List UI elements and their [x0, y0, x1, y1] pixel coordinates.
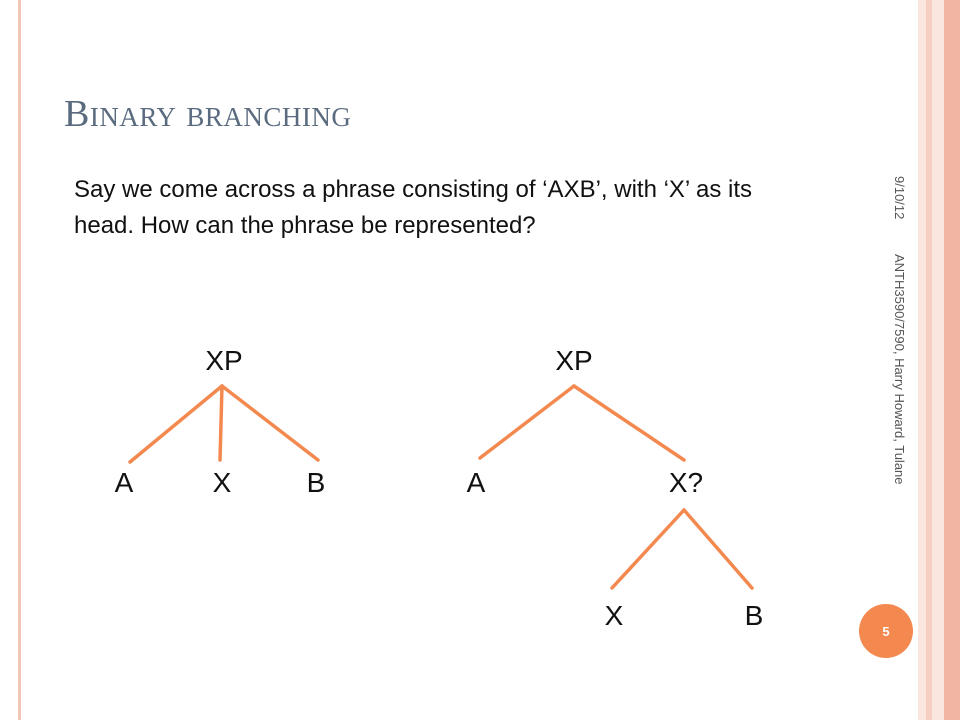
- tree-binary: [467, 345, 764, 631]
- tree-flat-edge-x: [220, 386, 222, 460]
- tree-binary-edge-a: [480, 386, 574, 458]
- tree-flat-child-b-label: B: [306, 467, 326, 498]
- page-number: 5: [882, 623, 890, 639]
- slide-body-text: Say we come across a phrase consisting of ‘AXB’, with ‘X’ as its head. How can the phrase be represented?: [74, 176, 753, 239]
- tree-flat: [115, 345, 326, 498]
- tree-binary-edge-xbar: [574, 386, 684, 460]
- tree-flat-child-x-label: X: [212, 467, 232, 498]
- tree-flat-child-a-label: A: [114, 467, 134, 498]
- tree-flat-root-label: XP: [205, 345, 243, 376]
- page-number-badge: [859, 604, 913, 658]
- tree-binary-right-label: X?: [668, 467, 704, 498]
- tree-binary-edge-x: [612, 510, 684, 588]
- tree-binary-edge-b: [684, 510, 752, 588]
- tree-binary-left-label: A: [466, 467, 486, 498]
- tree-binary-root-label: XP: [555, 345, 593, 376]
- tree-flat-edge-a: [130, 386, 222, 462]
- tree-binary-grandchild-b-label: B: [744, 600, 764, 631]
- tree-flat-edge-b: [222, 386, 318, 460]
- slide-date: 9/10/12: [892, 176, 907, 220]
- tree-binary-grandchild-x-label: X: [604, 600, 624, 631]
- slide-footer: ANTH3590/7590, Harry Howard, Tulane: [892, 254, 907, 485]
- slide-title: Binary branching: [64, 93, 352, 135]
